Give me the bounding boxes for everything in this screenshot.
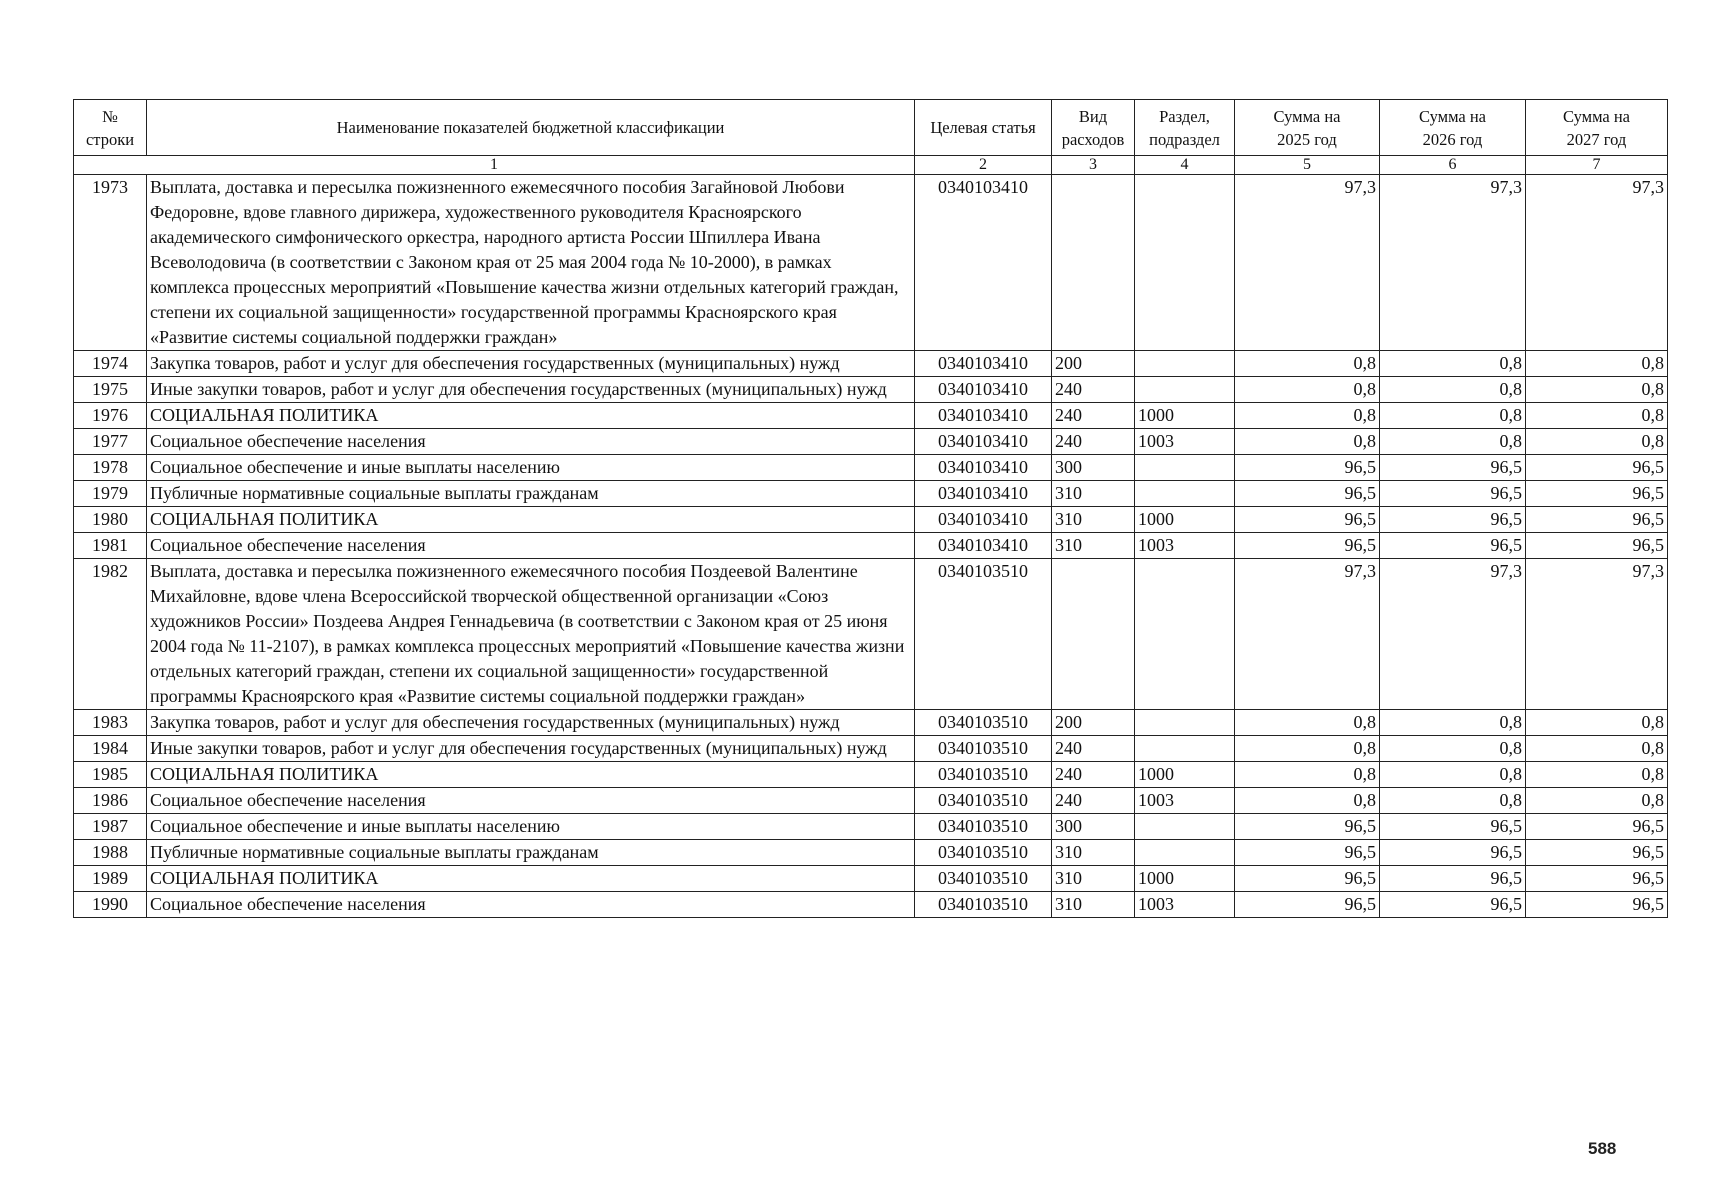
table-row — [74, 814, 1668, 840]
row-expense-type — [1052, 559, 1135, 710]
row-section — [1135, 351, 1235, 377]
row-number: 1974 — [74, 351, 147, 377]
row-expense-type: 310 — [1052, 481, 1135, 507]
row-number: 1978 — [74, 455, 147, 481]
row-section — [1135, 710, 1235, 736]
row-section: 1000 — [1135, 507, 1235, 533]
column-number-3: 3 — [1052, 156, 1135, 175]
row-sum-2025: 96,5 — [1235, 840, 1380, 866]
row-name: СОЦИАЛЬНАЯ ПОЛИТИКА — [147, 866, 915, 892]
row-section — [1135, 814, 1235, 840]
row-expense-type: 240 — [1052, 403, 1135, 429]
row-sum-2026: 96,5 — [1380, 840, 1526, 866]
row-section: 1003 — [1135, 892, 1235, 918]
column-number-1: 1 — [74, 156, 915, 175]
row-section — [1135, 840, 1235, 866]
row-sum-2025: 96,5 — [1235, 814, 1380, 840]
row-sum-2027: 0,8 — [1526, 377, 1668, 403]
row-section — [1135, 481, 1235, 507]
column-number-6: 6 — [1380, 156, 1526, 175]
row-sum-2025: 96,5 — [1235, 892, 1380, 918]
row-sum-2025: 0,8 — [1235, 710, 1380, 736]
row-sum-2025: 96,5 — [1235, 866, 1380, 892]
row-target-article: 0340103410 — [915, 429, 1052, 455]
row-sum-2027: 96,5 — [1526, 866, 1668, 892]
row-name: Иные закупки товаров, работ и услуг для обеспечения государственных (муниципальных) нужд — [147, 377, 915, 403]
row-sum-2025: 97,3 — [1235, 175, 1380, 351]
row-sum-2027: 96,5 — [1526, 507, 1668, 533]
row-sum-2026: 0,8 — [1380, 351, 1526, 377]
header-expense-type: Вид расходов — [1052, 100, 1135, 156]
row-expense-type: 300 — [1052, 455, 1135, 481]
row-number: 1981 — [74, 533, 147, 559]
row-number: 1985 — [74, 762, 147, 788]
row-expense-type: 240 — [1052, 788, 1135, 814]
table-row — [74, 788, 1668, 814]
row-target-article: 0340103410 — [915, 533, 1052, 559]
row-sum-2026: 0,8 — [1380, 429, 1526, 455]
row-target-article: 0340103410 — [915, 175, 1052, 351]
row-section — [1135, 377, 1235, 403]
row-name: СОЦИАЛЬНАЯ ПОЛИТИКА — [147, 762, 915, 788]
row-sum-2026: 96,5 — [1380, 866, 1526, 892]
row-sum-2025: 96,5 — [1235, 481, 1380, 507]
row-name: Выплата, доставка и пересылка пожизненного ежемесячного пособия Поздеевой Валентине Михайловне, вдове члена Всероссийской творческой общественной организации «Союз художников России» Поздеева Андрея Геннадьевича (в соответствии с Законом края от 25 июня 2004 года № 11-2107), в рамках комплекса процессных мероприятий «Повышение качества жизни отдельных категорий граждан, степени их социальной защищенности» государственной программы Красноярского края «Развитие системы социальной поддержки граждан» — [147, 559, 915, 710]
column-number-4: 4 — [1135, 156, 1235, 175]
column-number-7: 7 — [1526, 156, 1668, 175]
row-target-article: 0340103510 — [915, 762, 1052, 788]
row-number: 1986 — [74, 788, 147, 814]
table-row — [74, 533, 1668, 559]
row-expense-type: 240 — [1052, 429, 1135, 455]
row-expense-type: 310 — [1052, 866, 1135, 892]
row-section: 1000 — [1135, 866, 1235, 892]
row-sum-2026: 96,5 — [1380, 892, 1526, 918]
table-row — [74, 762, 1668, 788]
row-target-article: 0340103510 — [915, 814, 1052, 840]
row-name: Закупка товаров, работ и услуг для обеспечения государственных (муниципальных) нужд — [147, 710, 915, 736]
row-section: 1000 — [1135, 762, 1235, 788]
table-row — [74, 866, 1668, 892]
row-number: 1973 — [74, 175, 147, 351]
row-sum-2025: 0,8 — [1235, 788, 1380, 814]
row-sum-2027: 0,8 — [1526, 710, 1668, 736]
row-expense-type — [1052, 175, 1135, 351]
row-sum-2025: 0,8 — [1235, 377, 1380, 403]
row-target-article: 0340103510 — [915, 840, 1052, 866]
row-sum-2026: 96,5 — [1380, 814, 1526, 840]
row-name: Социальное обеспечение населения — [147, 788, 915, 814]
header-sum-2027: Сумма на 2027 год — [1526, 100, 1668, 156]
row-target-article: 0340103410 — [915, 403, 1052, 429]
row-section: 1000 — [1135, 403, 1235, 429]
row-sum-2027: 96,5 — [1526, 481, 1668, 507]
row-sum-2027: 97,3 — [1526, 559, 1668, 710]
row-target-article: 0340103410 — [915, 481, 1052, 507]
row-section — [1135, 175, 1235, 351]
row-sum-2026: 96,5 — [1380, 533, 1526, 559]
row-sum-2025: 96,5 — [1235, 455, 1380, 481]
row-number: 1977 — [74, 429, 147, 455]
row-sum-2025: 97,3 — [1235, 559, 1380, 710]
row-sum-2025: 0,8 — [1235, 762, 1380, 788]
row-number: 1979 — [74, 481, 147, 507]
row-sum-2027: 0,8 — [1526, 403, 1668, 429]
row-name: Социальное обеспечение населения — [147, 533, 915, 559]
table-row — [74, 736, 1668, 762]
table-row — [74, 559, 1668, 710]
row-sum-2025: 96,5 — [1235, 533, 1380, 559]
table-row — [74, 351, 1668, 377]
row-section: 1003 — [1135, 429, 1235, 455]
row-sum-2027: 96,5 — [1526, 533, 1668, 559]
table-row — [74, 892, 1668, 918]
row-sum-2026: 0,8 — [1380, 736, 1526, 762]
row-sum-2026: 0,8 — [1380, 762, 1526, 788]
row-target-article: 0340103510 — [915, 559, 1052, 710]
table-row — [74, 403, 1668, 429]
row-sum-2027: 96,5 — [1526, 814, 1668, 840]
table-row — [74, 175, 1668, 351]
row-name: Социальное обеспечение и иные выплаты населению — [147, 455, 915, 481]
page-number: 588 — [1588, 1139, 1617, 1158]
header-sum-2025: Сумма на 2025 год — [1235, 100, 1380, 156]
table-row — [74, 507, 1668, 533]
header-row-number: № строки — [74, 100, 147, 156]
row-number: 1984 — [74, 736, 147, 762]
table-row — [74, 455, 1668, 481]
row-expense-type: 310 — [1052, 533, 1135, 559]
table-row — [74, 429, 1668, 455]
row-name: Публичные нормативные социальные выплаты гражданам — [147, 840, 915, 866]
row-number: 1983 — [74, 710, 147, 736]
row-target-article: 0340103410 — [915, 351, 1052, 377]
row-target-article: 0340103410 — [915, 377, 1052, 403]
row-sum-2026: 0,8 — [1380, 788, 1526, 814]
row-sum-2027: 96,5 — [1526, 892, 1668, 918]
row-sum-2026: 0,8 — [1380, 710, 1526, 736]
header-target-article: Целевая статья — [915, 100, 1052, 156]
row-name: Социальное обеспечение населения — [147, 429, 915, 455]
row-target-article: 0340103410 — [915, 507, 1052, 533]
column-number-5: 5 — [1235, 156, 1380, 175]
row-name: СОЦИАЛЬНАЯ ПОЛИТИКА — [147, 403, 915, 429]
row-section: 1003 — [1135, 533, 1235, 559]
row-sum-2027: 0,8 — [1526, 429, 1668, 455]
row-number: 1989 — [74, 866, 147, 892]
row-sum-2025: 0,8 — [1235, 351, 1380, 377]
row-section: 1003 — [1135, 788, 1235, 814]
row-expense-type: 240 — [1052, 736, 1135, 762]
budget-table — [73, 99, 1668, 918]
row-section — [1135, 736, 1235, 762]
row-sum-2026: 96,5 — [1380, 455, 1526, 481]
row-name: Закупка товаров, работ и услуг для обеспечения государственных (муниципальных) нужд — [147, 351, 915, 377]
row-expense-type: 300 — [1052, 814, 1135, 840]
row-sum-2025: 0,8 — [1235, 736, 1380, 762]
row-expense-type: 310 — [1052, 840, 1135, 866]
row-sum-2026: 97,3 — [1380, 559, 1526, 710]
row-target-article: 0340103510 — [915, 892, 1052, 918]
row-sum-2027: 97,3 — [1526, 175, 1668, 351]
row-section — [1135, 455, 1235, 481]
header-row — [74, 100, 1668, 156]
column-number-2: 2 — [915, 156, 1052, 175]
row-sum-2027: 0,8 — [1526, 762, 1668, 788]
row-sum-2026: 0,8 — [1380, 403, 1526, 429]
table-row — [74, 481, 1668, 507]
row-sum-2025: 0,8 — [1235, 429, 1380, 455]
row-name: Социальное обеспечение населения — [147, 892, 915, 918]
row-expense-type: 310 — [1052, 892, 1135, 918]
row-target-article: 0340103510 — [915, 866, 1052, 892]
row-name: Выплата, доставка и пересылка пожизненного ежемесячного пособия Загайновой Любови Федоровне, вдове главного дирижера, художественного руководителя Красноярского академического симфонического оркестра, народного артиста России Шпиллера Ивана Всеволодовича (в соответствии с Законом края от 25 мая 2004 года № 10-2000), в рамках комплекса процессных мероприятий «Повышение качества жизни отдельных категорий граждан, степени их социальной защищенности» государственной программы Красноярского края «Развитие системы социальной поддержки граждан» — [147, 175, 915, 351]
row-number: 1982 — [74, 559, 147, 710]
row-sum-2027: 96,5 — [1526, 840, 1668, 866]
table-row — [74, 710, 1668, 736]
row-number: 1990 — [74, 892, 147, 918]
row-sum-2025: 0,8 — [1235, 403, 1380, 429]
row-number: 1980 — [74, 507, 147, 533]
row-expense-type: 240 — [1052, 762, 1135, 788]
row-expense-type: 310 — [1052, 507, 1135, 533]
row-sum-2027: 0,8 — [1526, 788, 1668, 814]
header-sum-2026: Сумма на 2026 год — [1380, 100, 1526, 156]
row-sum-2025: 96,5 — [1235, 507, 1380, 533]
table-row — [74, 377, 1668, 403]
row-number: 1976 — [74, 403, 147, 429]
row-target-article: 0340103410 — [915, 455, 1052, 481]
row-sum-2026: 96,5 — [1380, 507, 1526, 533]
row-number: 1988 — [74, 840, 147, 866]
row-expense-type: 200 — [1052, 710, 1135, 736]
row-sum-2027: 0,8 — [1526, 736, 1668, 762]
row-sum-2026: 97,3 — [1380, 175, 1526, 351]
header-section: Раздел, подраздел — [1135, 100, 1235, 156]
row-expense-type: 240 — [1052, 377, 1135, 403]
table-body — [74, 175, 1668, 918]
row-expense-type: 200 — [1052, 351, 1135, 377]
header-name: Наименование показателей бюджетной классификации — [147, 100, 915, 156]
table-row — [74, 840, 1668, 866]
row-sum-2026: 96,5 — [1380, 481, 1526, 507]
row-sum-2027: 0,8 — [1526, 351, 1668, 377]
row-section — [1135, 559, 1235, 710]
row-sum-2027: 96,5 — [1526, 455, 1668, 481]
row-name: СОЦИАЛЬНАЯ ПОЛИТИКА — [147, 507, 915, 533]
row-number: 1987 — [74, 814, 147, 840]
row-sum-2026: 0,8 — [1380, 377, 1526, 403]
row-name: Публичные нормативные социальные выплаты гражданам — [147, 481, 915, 507]
column-number-row — [74, 156, 1668, 175]
row-number: 1975 — [74, 377, 147, 403]
row-target-article: 0340103510 — [915, 736, 1052, 762]
row-name: Иные закупки товаров, работ и услуг для обеспечения государственных (муниципальных) нужд — [147, 736, 915, 762]
row-target-article: 0340103510 — [915, 710, 1052, 736]
row-name: Социальное обеспечение и иные выплаты населению — [147, 814, 915, 840]
row-target-article: 0340103510 — [915, 788, 1052, 814]
